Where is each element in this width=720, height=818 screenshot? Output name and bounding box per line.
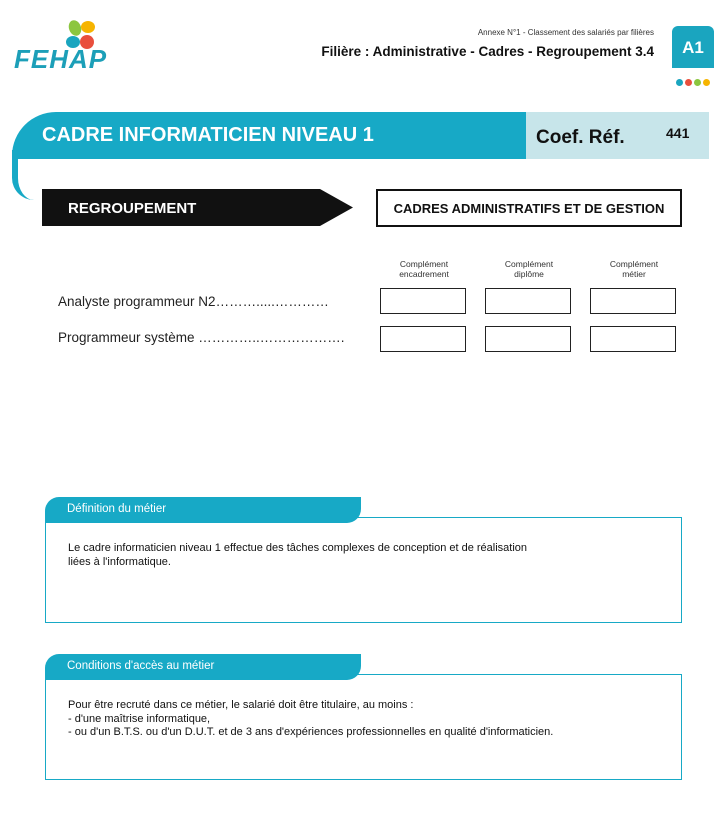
regroupement-value: CADRES ADMINISTRATIFS ET DE GESTION	[376, 189, 682, 227]
section-code-tab: A1	[672, 26, 714, 68]
conditions-line: - d'une maîtrise informatique,	[68, 712, 211, 725]
definition-text	[68, 542, 527, 569]
regroupement-label: REGROUPEMENT	[68, 200, 197, 217]
header-line: encadrement	[399, 269, 449, 279]
conditions-line: Pour être recruté dans ce métier, le salarié doit être titulaire, au moins :	[68, 699, 414, 711]
title-curve-decoration	[12, 150, 40, 200]
dot-red	[685, 79, 692, 86]
filiere-title: Filière : Administrative - Cadres - Regroupement 3.4	[321, 44, 654, 59]
header-line: Complément	[609, 259, 659, 269]
complement-metier-field[interactable]	[590, 326, 676, 352]
conditions-text	[68, 699, 553, 740]
dot-blue	[676, 79, 683, 86]
header-line: diplôme	[514, 269, 544, 279]
annexe-label: Annexe N°1 - Classement des salariés par filières	[477, 28, 654, 37]
coef-label: Coef. Réf.	[536, 127, 625, 148]
row-label-programmeur: Programmeur système …………..……………….	[58, 330, 345, 345]
definition-line: liées à l'informatique.	[68, 555, 171, 568]
header-line: Complément	[504, 259, 554, 269]
job-title: CADRE INFORMATICIEN NIVEAU 1	[42, 124, 374, 146]
definition-line: Le cadre informaticien niveau 1 effectue des tâches complexes de conception et de réalisation	[68, 542, 528, 554]
complement-metier-field[interactable]	[590, 288, 676, 314]
complement-diplome-field[interactable]	[485, 288, 571, 314]
complement-encadrement-field[interactable]	[380, 326, 466, 352]
definition-box	[45, 517, 682, 623]
dot-yellow	[703, 79, 710, 86]
logo-text: FEHAP	[14, 44, 108, 74]
coef-value: 441	[666, 125, 690, 141]
header-line: métier	[622, 269, 646, 279]
complement-diplome-field[interactable]	[485, 326, 571, 352]
definition-heading: Définition du métier	[45, 497, 361, 523]
color-dots	[676, 73, 712, 91]
row-label-analyste: Analyste programmeur N2……….....…………	[58, 294, 329, 309]
header-complement-metier	[589, 259, 679, 279]
header-complement-diplome	[484, 259, 574, 279]
dot-green	[694, 79, 701, 86]
header-line: Complément	[399, 259, 449, 269]
conditions-line: - ou d'un B.T.S. ou d'un D.U.T. et de 3 ans d'expériences professionnelles en qualité d'informaticien.	[68, 726, 554, 738]
conditions-heading: Conditions d'accès au métier	[45, 654, 361, 680]
complement-encadrement-field[interactable]	[380, 288, 466, 314]
header-complement-encadrement	[379, 259, 469, 279]
